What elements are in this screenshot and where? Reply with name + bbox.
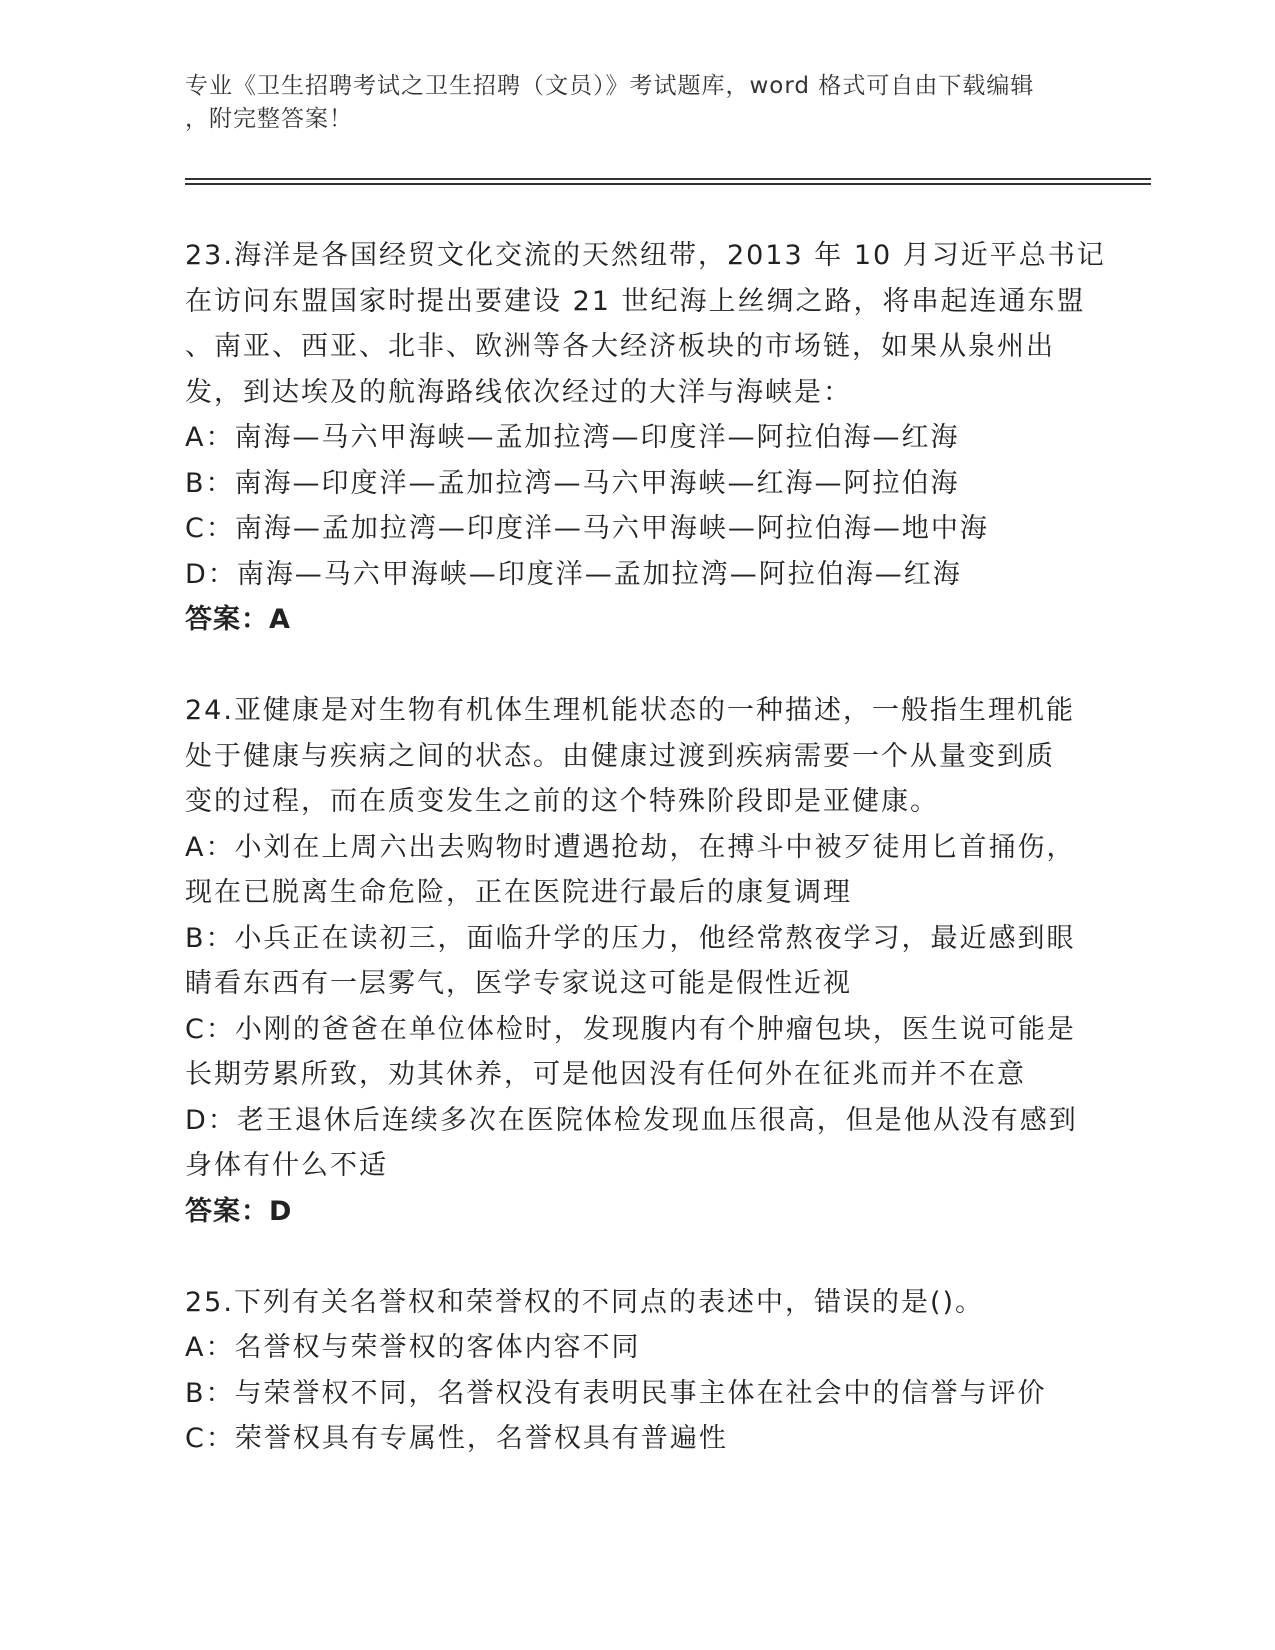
question-stem-line: 25.下列有关名誉权和荣誉权的不同点的表述中，错误的是()。	[185, 1286, 985, 1318]
question-stem-line: 在访问东盟国家时提出要建设 21 世纪海上丝绸之路，将串起连通东盟	[185, 285, 1086, 317]
option-c: C：南海—孟加拉湾—印度洋—马六甲海峡—阿拉伯海—地中海	[185, 513, 989, 544]
option-d: D：老王退休后连续多次在医院体检发现血压很高，但是他从没有感到	[185, 1104, 1078, 1136]
question-25	[185, 1280, 1075, 1462]
spacer	[185, 1234, 1075, 1280]
question-stem-line: 处于健康与疾病之间的状态。由健康过渡到疾病需要一个从量变到质	[185, 740, 1055, 772]
option-d: D：南海—马六甲海峡—印度洋—孟加拉湾—阿拉伯海—红海	[185, 558, 962, 590]
question-23	[185, 233, 1106, 643]
option-c: C：小刚的爸爸在单位体检时，发现腹内有个肿瘤包块，医生说可能是	[185, 1013, 1076, 1045]
option-c-continued: 长期劳累所致，劝其休养，可是他因没有任何外在征兆而并不在意	[185, 1059, 1026, 1090]
header-divider	[185, 183, 1151, 185]
question-24	[185, 688, 1078, 1234]
option-a: A：南海—马六甲海峡—孟加拉湾—印度洋—阿拉伯海—红海	[185, 422, 960, 453]
answer-label: 答案：D	[185, 1195, 293, 1227]
option-a: A：小刘在上周六出去购物时遭遇抢劫，在搏斗中被歹徒用匕首捅伤，	[185, 831, 1076, 863]
header-divider	[185, 178, 1151, 180]
option-d-continued: 身体有什么不适	[185, 1150, 388, 1181]
option-b-continued: 睛看东西有一层雾气，医学专家说这可能是假性近视	[185, 968, 852, 999]
question-stem-line: 23.海洋是各国经贸文化交流的天然纽带，2013 年 10 月习近平总书记	[185, 240, 1106, 271]
option-a: A：名誉权与荣誉权的客体内容不同	[185, 1332, 641, 1363]
option-b: B：小兵正在读初三，面临升学的压力，他经常熬夜学习，最近感到眼	[185, 922, 1076, 954]
option-c: C：荣誉权具有专属性，名誉权具有普遍性	[185, 1423, 728, 1454]
document-header	[185, 70, 1085, 136]
question-stem-line: 变的过程，而在质变发生之前的这个特殊阶段即是亚健康。	[185, 786, 939, 817]
question-stem-line: 24.亚健康是对生物有机体生理机能状态的一种描述，一般指生理机能	[185, 695, 1075, 726]
question-stem-line: 、南亚、西亚、北非、欧洲等各大经济板块的市场链，如果从泉州出	[185, 331, 1055, 362]
question-list	[185, 233, 1106, 1462]
option-b: B：南海—印度洋—孟加拉湾—马六甲海峡—红海—阿拉伯海	[185, 467, 960, 499]
header-line: ，附完整答案！	[185, 106, 353, 132]
header-line: 专业《卫生招聘考试之卫生招聘（文员）》考试题库，word 格式可自由下载编辑	[185, 73, 1035, 99]
question-stem-line: 发，到达埃及的航海路线依次经过的大洋与海峡是：	[185, 376, 852, 408]
answer-label: 答案：A	[185, 604, 291, 635]
spacer	[185, 643, 1075, 689]
option-a-continued: 现在已脱离生命危险，正在医院进行最后的康复调理	[185, 877, 852, 908]
option-b: B：与荣誉权不同，名誉权没有表明民事主体在社会中的信誉与评价	[185, 1377, 1047, 1409]
